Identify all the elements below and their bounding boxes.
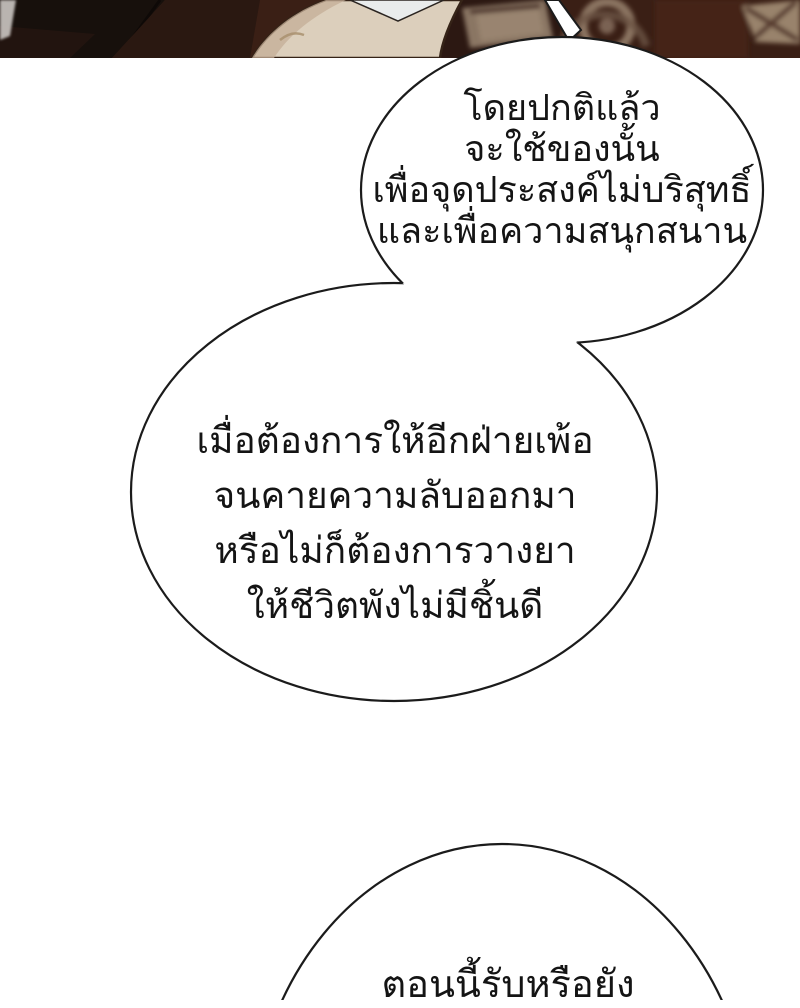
dialogue-line: เพื่อจุดประสงค์ไม่บริสุทธิ์ <box>372 170 752 211</box>
dialogue-line: จนคายความลับออกมา <box>213 474 577 517</box>
dialogue-line: ตอนนี้รับหรือยัง <box>381 962 635 1006</box>
dialogue-line: และเพื่อความสนุกสนาน <box>376 211 748 252</box>
dialogue-line: จะใช้ของนั้น <box>464 129 660 170</box>
dialogue-line: โดยปกติแล้ว <box>463 88 661 129</box>
bubble1-dialogue <box>362 88 762 252</box>
dialogue-line: ให้ชีวิตพังไม่มีชิ้นดี <box>246 584 544 627</box>
dialogue-line: เมื่อต้องการให้อีกฝ่ายเพ้อ <box>196 419 594 462</box>
bubble3-dialogue <box>258 960 758 1008</box>
art-strip <box>0 0 800 58</box>
dialogue-line: หรือไม่ก็ต้องการวางยา <box>214 529 576 572</box>
bubble2-dialogue <box>130 413 660 633</box>
